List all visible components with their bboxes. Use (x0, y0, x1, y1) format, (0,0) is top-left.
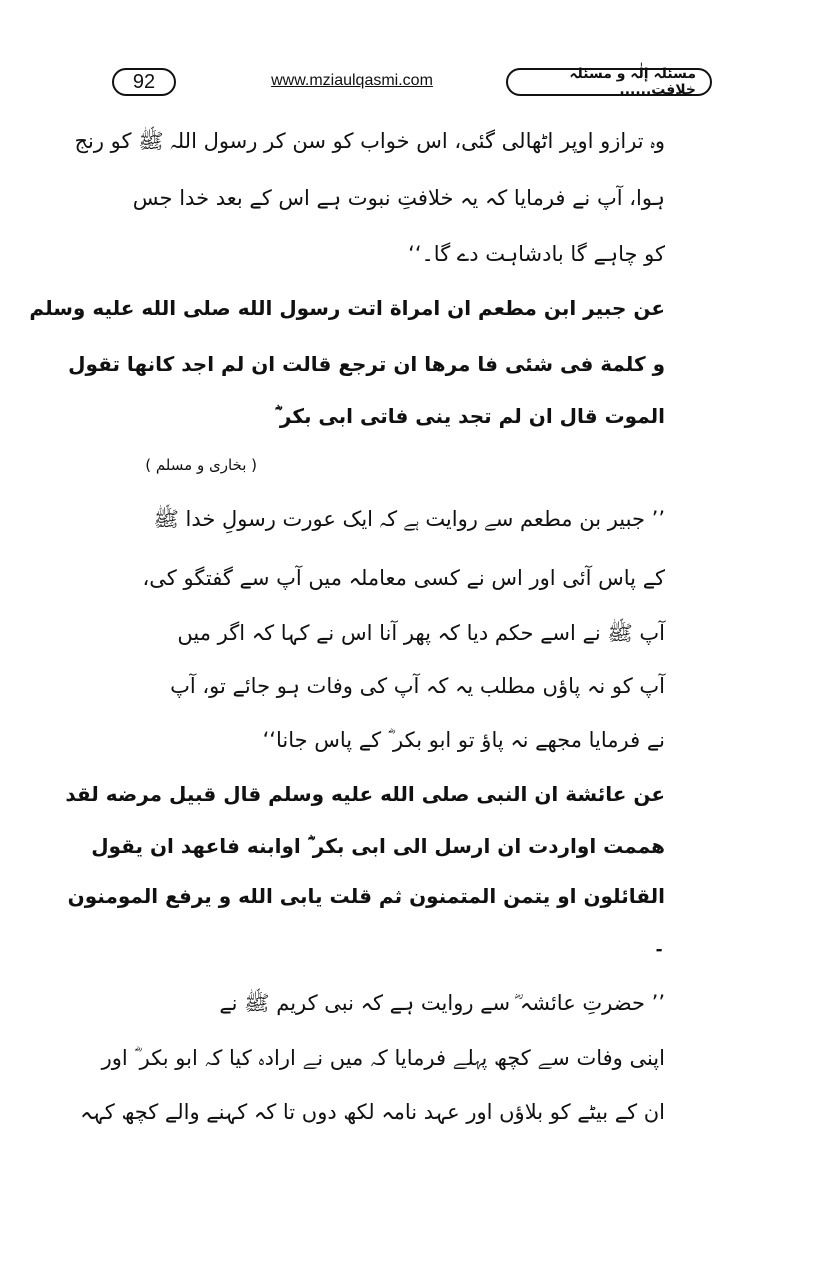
text-line: ہوا، آپ نے فرمایا کہ یہ خلافتِ نبوت ہے اس کے بعد خدا جس (132, 186, 665, 210)
text-line: اپنی وفات سے کچھ پہلے فرمایا کہ میں نے ارادہ کیا کہ ابو بکر ؓ اور (101, 1046, 665, 1070)
book-title-header: مسئلہ إلٰہ و مسئلہ خلافت...... (506, 68, 712, 96)
arabic-text-line: عن جبير ابن مطعم ان امراة اتت رسول الله صلى الله عليه وسلم (29, 296, 665, 320)
text-line: ’’ جبیر بن مطعم سے روایت ہے کہ ایک عورت رسولِ خدا ﷺ (153, 507, 665, 531)
text-line: ان کے بیٹے کو بلاؤں اور عہد نامہ لکھ دوں تا کہ کہنے والے کچھ کہہ (80, 1100, 665, 1124)
arabic-text-line: عن عائشة ان النبى صلى الله عليه وسلم قال قبيل مرضه لقد (65, 782, 665, 806)
text-line: کو چاہے گا بادشاہت دے گا۔‘‘ (408, 242, 665, 266)
arabic-text-line: و كلمة فى شئى فا مرها ان ترجع قالت ان لم اجد كانها تقول (68, 352, 665, 376)
arabic-text-line: هممت اواردت ان ارسل الى ابى بكر ؓ اوابنه فاعهد ان يقول (91, 834, 665, 858)
page-number: 92 (112, 68, 176, 96)
text-line: ’’ حضرتِ عائشہ ؓ سے روایت ہے کہ نبی کریم ﷺ نے (219, 991, 665, 1015)
text-line: وہ ترازو اوپر اٹھالی گئی، اس خواب کو سن کر رسول اللہ ﷺ کو رنج (74, 129, 665, 153)
arabic-text-line: ۔ (653, 932, 665, 956)
text-line: آپ ﷺ نے اسے حکم دیا کہ پھر آنا اس نے کہا کہ اگر میں (177, 621, 665, 645)
text-line: آپ کو نہ پاؤں مطلب یہ کہ آپ کی وفات ہو جائے تو، آپ (170, 674, 665, 698)
arabic-text-line: القائلون او يتمن المتمنون ثم قلت يابى الله و يرفع المومنون (67, 884, 665, 908)
website-link[interactable]: www.mziaulqasmi.com (271, 72, 433, 89)
text-line: کے پاس آئی اور اس نے کسی معاملہ میں آپ سے گفتگو کی، (142, 566, 665, 590)
reference-citation: ( بخاری و مسلم ) (145, 456, 257, 474)
text-line: نے فرمایا مجھے نہ پاؤ تو ابو بکر ؓ کے پاس جانا‘‘ (262, 728, 665, 752)
arabic-text-line: الموت قال ان لم تجد ينى فاتى ابى بكر ؓ (274, 404, 665, 428)
